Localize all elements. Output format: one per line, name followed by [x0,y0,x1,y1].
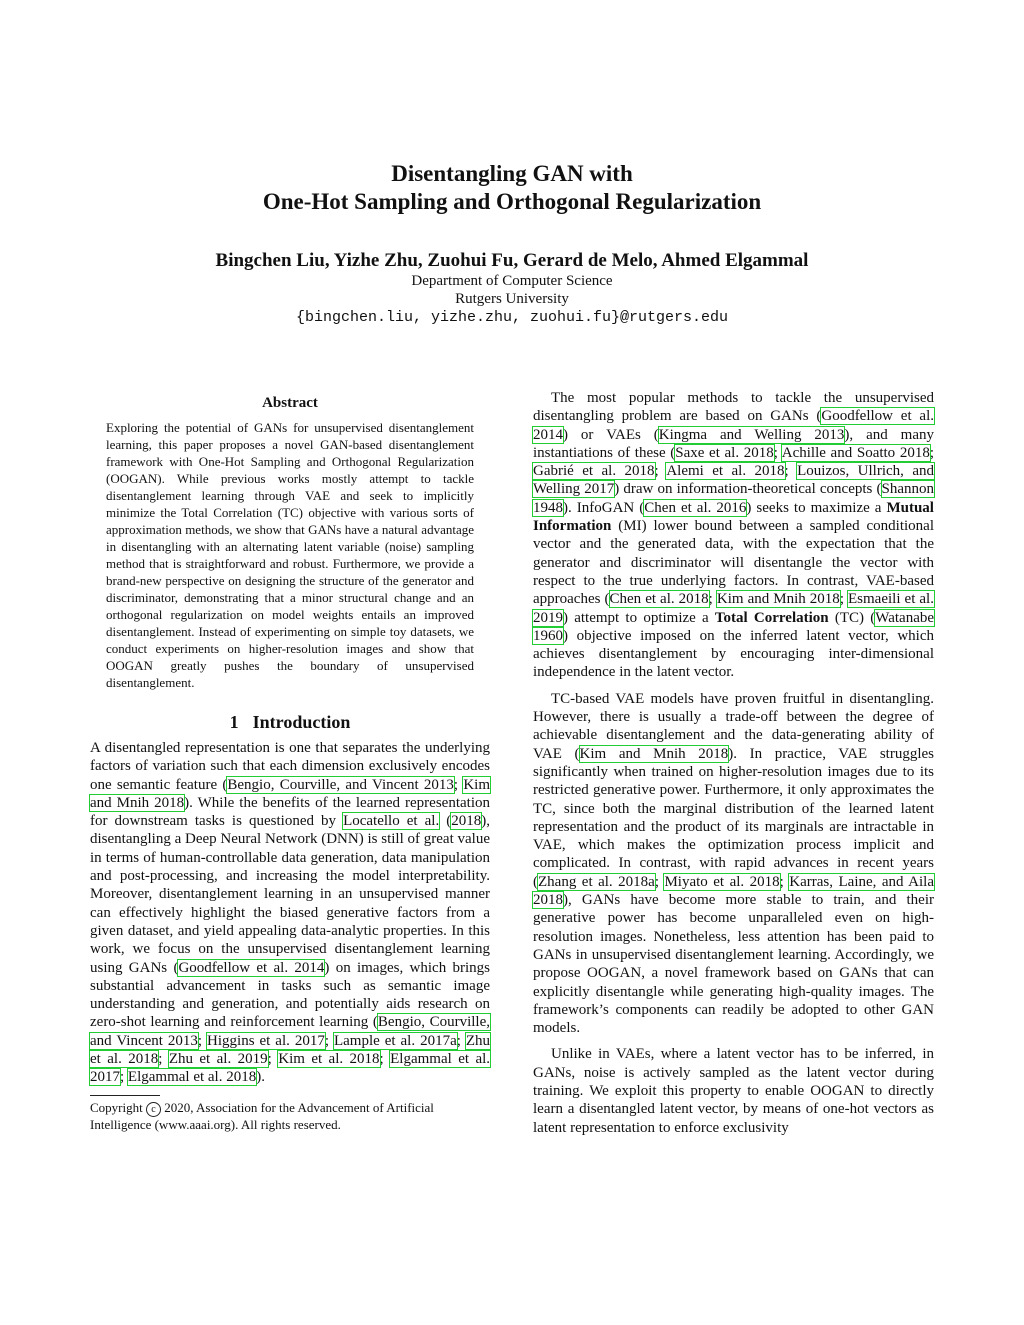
text-run: ; [324,1032,334,1049]
paper-title [0,160,1024,216]
copyright-notice [90,1100,490,1133]
citation-link[interactable]: Kingma and Welling 2013 [658,426,845,443]
citation-link[interactable]: Gabrié et al. 2018 [533,463,655,480]
left-column [90,393,490,1133]
abstract-heading: Abstract [262,395,318,411]
citation-link[interactable]: Zhu et al. 2019 [168,1051,268,1068]
right-paragraph-2 [533,690,934,1038]
right-paragraph-3: Unlike in VAEs, where a latent vector has to be inferred, in GANs, noise is actively sampled as the latent vector during training. We exploit this property to enable OOGAN to directly learn a disentangled latent vector, by means of one-hot vectors as latent representation to enforce exclusivity [533,1046,934,1136]
author-list: Bingchen Liu, Yizhe Zhu, Zuohui Fu, Gerard de Melo, Ahmed Elgammal [215,250,809,271]
citation-link[interactable]: Goodfellow et al. 2014 [178,959,325,976]
citation-link[interactable]: Zhu et al. 2018 [90,1032,491,1068]
footnote-divider [90,1095,160,1096]
text-run: (TC) ( [828,609,876,626]
citation-link[interactable]: Kim and Mnih 2018 [579,745,729,762]
text-run: A disentangled representation is one that separates the underlying factors of variation such that each dimension exclusively encodes one semantic feature ( [90,740,490,793]
text-run: The most popular methods to tackle the unsupervised disentangling problem are based on GANs ( [533,390,934,425]
citation-link[interactable]: Kim and Mnih 2018 [716,591,840,608]
text-run: ; [456,1032,466,1049]
text-run: ) seeks to maximize a [746,499,887,516]
copyright-symbol-icon: c [146,1102,161,1117]
title-line-2: One-Hot Sampling and Orthogonal Regularization [262,189,762,214]
right-column [533,389,934,1137]
citation-link[interactable]: Goodfellow et al. 2014 [533,408,934,443]
citation-link[interactable]: Elgammal et al. 2018 [127,1069,257,1086]
text-run: ) or VAEs ( [563,426,659,443]
text-run: ). [256,1069,265,1086]
citation-link[interactable]: Miyato et al. 2018 [664,873,780,890]
department: Department of Computer Science [411,273,613,289]
citation-link[interactable]: Kim and Mnih 2018 [90,776,490,811]
text-run: ), disentangling a Deep Neural Network (DNN) is still of great value in terms of human-controllable data generation, data manipulation and post-processing, and increasing the model interpretability. Moreover, disentanglement learning in an unsupervised manner can effectively highlight the biased generative factors from a given dataset, and yield appealing data-analytic properties. In this work, we focus on the unsupervised disentanglement learning using GANs ( [90,813,490,976]
section-heading-introduction [90,711,490,733]
text-run: ) on images, which brings substantial advancement in tasks such as semantic image understanding and generation, and potentially aids research on zero-shot learning and reinforcement learning ( [90,959,490,1031]
citation-link[interactable]: Higgins et al. 2017 [207,1032,325,1049]
text-run: ), GANs have become more stable to train, and their generative power has become unparalleled even on high-resolution images. Nonetheless, less attention has been paid to GANs in unsupervised disentanglement learning. Accordingly, we propose OOGAN, a novel framework based on GANs that can explicitly disentangle while generating high-quality images. The framework’s components can readily be adopted to other GAN models. [533,892,934,1037]
text-run: ). While the benefits of the learned representation for downstream tasks is questioned by [90,794,490,830]
citation-link[interactable]: Chen et al. 2016 [644,499,747,516]
citation-link[interactable]: Bengio, Courville, and Vincent 2013 [227,776,454,793]
text-run: ), and many instantiations of these ( [533,426,934,461]
citation-link[interactable]: Louizos, Ullrich, and Welling 2017 [533,463,934,498]
citation-link[interactable]: Karras, Laine, and Aila 2018 [533,873,935,909]
intro-paragraph-1 [90,739,490,1087]
citation-link[interactable]: Shannon 1948 [533,481,935,516]
text-run: ). In practice, VAE struggles significantly when trained on higher-resolution images due to its restricted generative power. Furthermore, it only approximates the TC, since both the marginal distribution of the learned latent representation and the product of its marginals are intractable in VAE, which makes the optimization process implicit and complicated. In contrast, with rapid advances in recent years ( [533,745,934,890]
text-run: ; [708,591,717,608]
affiliation [0,272,1024,308]
text-run: ) objective imposed on the inferred latent vector, which achieves disentanglement by encouraging inter-dimensional independence in the latent vector. [533,627,934,681]
text-run: ; [120,1069,128,1086]
citation-link[interactable]: Lample et al. 2017a [333,1032,457,1049]
right-paragraph-1 [533,389,934,682]
text-run: ; [267,1051,279,1068]
text-run: ) draw on information-theoretical concepts ( [614,481,882,498]
text-run: ; [929,444,935,461]
citation-link[interactable]: 2018 [451,813,482,830]
citation-link[interactable]: Zhang et al. 2018a [538,873,655,890]
text-run: ; [779,873,790,890]
citation-link[interactable]: Elgammal et al. 2017 [90,1051,491,1086]
text-run: ; [654,463,667,480]
text-run: ; [784,463,798,480]
copyright-label: Copyright [90,1099,143,1115]
citation-link[interactable]: Locatello et al. [343,813,440,830]
author-emails: {bingchen.liu, yizhe.zhu, zuohui.fu}@rutgers.edu [295,309,729,326]
citation-link[interactable]: Alemi et al. 2018 [666,463,785,480]
abstract-text: Exploring the potential of GANs for unsupervised disentanglement learning, this paper proposes a novel GAN-based disentanglement framework with One-Hot Sampling and Orthogonal Regularization (OOGAN). While previous works mostly attempt to tackle disentanglement learning through VAE and seek to implicitly minimize the Total Correlation (TC) objective with various sorts of approximation methods, we show that GANs have a natural advantage in disentangling with an alternating latent variable (noise) sampling method that is straightforward and robust. Furthermore, we provide a brand-new perspective on designing the structure of the generator and discriminator, demonstrating that a minor structural change and an orthogonal regularization on model weights entails an improved disentanglement. Instead of experimenting on simple toy datasets, we conduct experiments on higher-resolution images and show that OOGAN greatly pushes the boundary of unsupervised disentanglement. [106,420,474,690]
text-run: ; [379,1051,391,1068]
text-run: ; [197,1032,208,1049]
text-run: ; [453,776,464,793]
citation-link[interactable]: Bengio, Courville, and Vincent 2013 [90,1014,491,1049]
text-run: ; [654,873,665,890]
section-title: Introduction [252,712,351,732]
citation-link[interactable]: Achille and Soatto 2018 [781,444,930,461]
text-run: ). InfoGAN ( [563,499,645,516]
citation-link[interactable]: Chen et al. 2018 [609,591,709,608]
section-number: 1 [229,712,239,732]
text-run: TC-based VAE models have proven fruitful in disentangling. However, there is usually a trade-off between the degree of achievable disentanglement and the data-generating ability of VAE ( [533,690,934,762]
text-run: ) attempt to optimize a [563,609,715,626]
text-run: (MI) lower bound between a sampled conditional vector and the generated data, with the expectation that the generator and discriminator will disentangle the vector with respect to the true underlying factors. In contrast, VAE-based approaches ( [533,518,934,608]
title-line-1: Disentangling GAN with [391,161,633,186]
citation-link[interactable]: Kim et al. 2018 [278,1051,380,1068]
bold-term: Total Correlation [714,609,829,626]
citation-link[interactable]: Watanabe 1960 [533,609,935,644]
text-run: ; [773,444,782,461]
citation-link[interactable]: Esmaeili et al. 2019 [533,591,934,626]
text-run: ( [439,813,452,830]
bold-term: Mutual Information [533,499,934,535]
text-run: ; [158,1051,169,1068]
text-run: ; [839,591,849,608]
university: Rutgers University [455,291,569,307]
copyright-text: 2020, Association for the Advancement of Artificial Intelligence (www.aaai.org). All rights reserved. [90,1099,434,1132]
citation-link[interactable]: Saxe et al. 2018 [675,444,774,461]
